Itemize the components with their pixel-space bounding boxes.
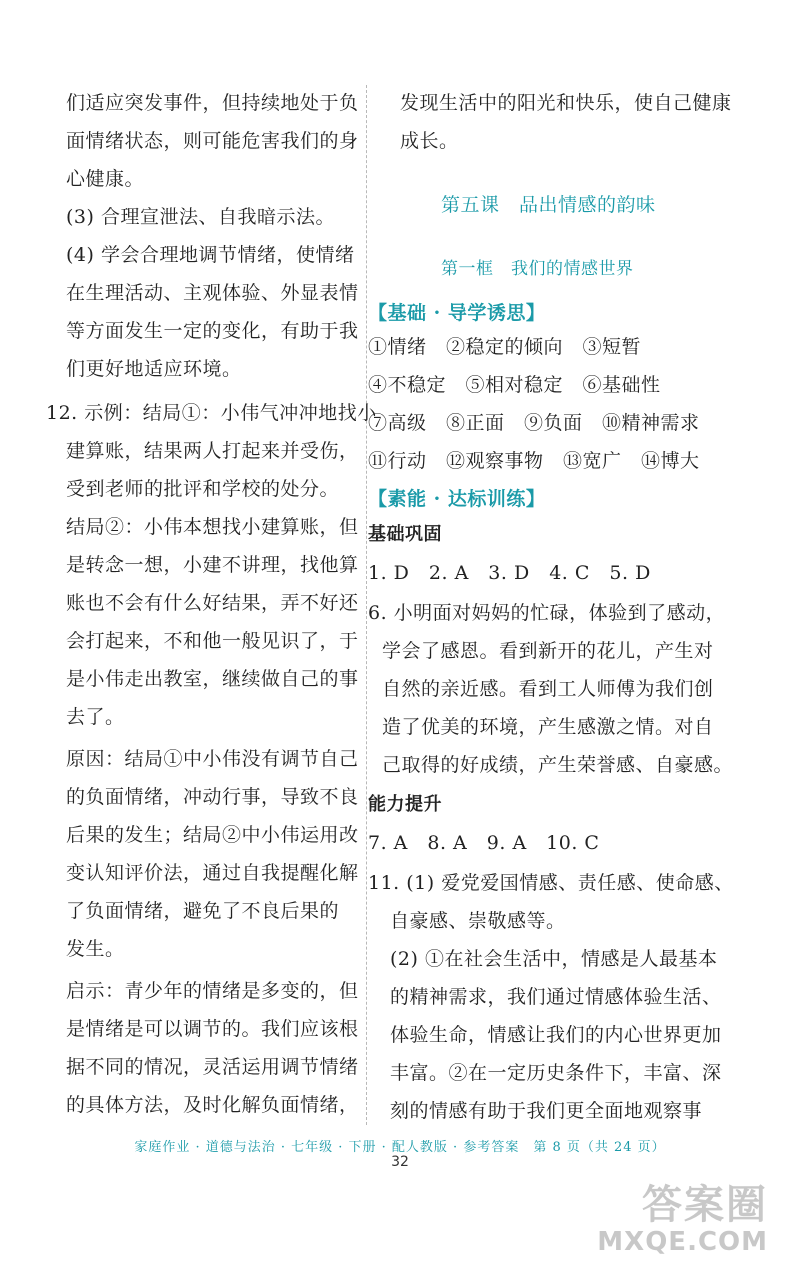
- q11-line: 的精神需求，我们通过情感体验生活、: [390, 986, 722, 1008]
- left-line: 后果的发生；结局②中小伟运用改: [66, 824, 359, 846]
- left-line: 去了。: [66, 706, 125, 728]
- q6-line: 己取得的好成绩，产生荣誉感、自豪感。: [382, 754, 734, 776]
- left-line: 建算账，结果两人打起来并受伤，: [66, 440, 359, 462]
- watermark-logo: [597, 1165, 780, 1265]
- q11-line: 刻的情感有助于我们更全面地观察事: [390, 1100, 703, 1122]
- section-title: 第一框 我们的情感世界: [441, 259, 634, 279]
- column-divider: [366, 85, 367, 1125]
- left-line: 在生理活动、主观体验、外显表情: [66, 282, 359, 304]
- tag-basics: 【基础 · 导学诱思】: [368, 302, 546, 324]
- ability-answers: 7. A 8. A 9. A 10. C: [368, 832, 600, 854]
- page-number: 32: [391, 1154, 409, 1170]
- q11-line: 丰富。②在一定历史条件下，丰富、深: [390, 1062, 722, 1084]
- heading-ability: 能力提升: [368, 794, 442, 815]
- basics-line: ①情绪 ②稳定的倾向 ③短暂: [368, 336, 642, 358]
- left-line: 等方面发生一定的变化，有助于我: [66, 320, 359, 342]
- left-line: 会打起来，不和他一般见识了，于: [66, 630, 359, 652]
- left-line: 们更好地适应环境。: [66, 358, 242, 380]
- left-line: 发生。: [66, 938, 125, 960]
- left-line: 原因：结局①中小伟没有调节自己: [66, 748, 359, 770]
- left-line: 是转念一想，小建不讲理，找他算: [66, 554, 359, 576]
- left-line: (3) 合理宣泄法、自我暗示法。: [66, 206, 335, 228]
- left-line: 变认知评价法，通过自我提醒化解: [66, 862, 359, 884]
- left-line: 是情绪是可以调节的。我们应该根: [66, 1018, 359, 1040]
- q11-line: 11. (1) 爱党爱国情感、责任感、使命感、: [368, 872, 734, 894]
- footer-text: 家庭作业 · 道德与法治 · 七年级 · 下册 · 配人教版 · 参考答案 第 8 页（共 24 页）: [134, 1140, 666, 1155]
- left-line: 启示：青少年的情绪是多变的，但: [66, 980, 359, 1002]
- left-line: 据不同的情况，灵活运用调节情绪: [66, 1056, 359, 1078]
- basics-line: ④不稳定 ⑤相对稳定 ⑥基础性: [368, 374, 661, 396]
- q6-line: 自然的亲近感。看到工人师傅为我们创: [382, 678, 714, 700]
- watermark-url: MXQE.COM: [597, 1227, 768, 1257]
- lesson-title: 第五课 品出情感的韵味: [441, 194, 656, 216]
- left-line: 们适应突发事件，但持续地处于负: [66, 92, 359, 114]
- basic-answers: 1. D 2. A 3. D 4. C 5. D: [368, 562, 651, 584]
- basics-line: ⑦高级 ⑧正面 ⑨负面 ⑩精神需求: [368, 412, 700, 434]
- heading-basic: 基础巩固: [368, 524, 442, 545]
- left-line: 面情绪状态，则可能危害我们的身: [66, 130, 359, 152]
- question-12-line: 12. 示例：结局①：小伟气冲冲地找小: [46, 402, 377, 424]
- q6-line: 6. 小明面对妈妈的忙碌，体验到了感动，: [368, 602, 726, 624]
- left-line: 的负面情绪，冲动行事，导致不良: [66, 786, 359, 808]
- left-line: 账也不会有什么好结果，弄不好还: [66, 592, 359, 614]
- left-line: 的具体方法，及时化解负面情绪，: [66, 1094, 359, 1116]
- left-line: 心健康。: [66, 168, 145, 190]
- q11-line: (2) ①在社会生活中，情感是人最基本: [390, 948, 718, 970]
- right-line: 发现生活中的阳光和快乐，使自己健康: [400, 92, 732, 114]
- basics-line: ⑪行动 ⑫观察事物 ⑬宽广 ⑭博大: [368, 450, 700, 472]
- left-line: 是小伟走出教室，继续做自己的事: [66, 668, 359, 690]
- left-line: 受到老师的批评和学校的处分。: [66, 478, 340, 500]
- q6-line: 造了优美的环境，产生感激之情。对自: [382, 716, 714, 738]
- watermark-logo-text: 答案圈: [642, 1182, 768, 1228]
- left-line: 了负面情绪，避免了不良后果的: [66, 900, 340, 922]
- tag-training: 【素能 · 达标训练】: [368, 488, 546, 510]
- q6-line: 学会了感恩。看到新开的花儿，产生对: [382, 640, 714, 662]
- q11-line: 自豪感、崇敬感等。: [390, 910, 566, 932]
- left-line: 结局②：小伟本想找小建算账，但: [66, 516, 359, 538]
- q11-line: 体验生命，情感让我们的内心世界更加: [390, 1024, 722, 1046]
- right-line: 成长。: [400, 130, 459, 152]
- left-line: (4) 学会合理地调节情绪，使情绪: [66, 244, 355, 266]
